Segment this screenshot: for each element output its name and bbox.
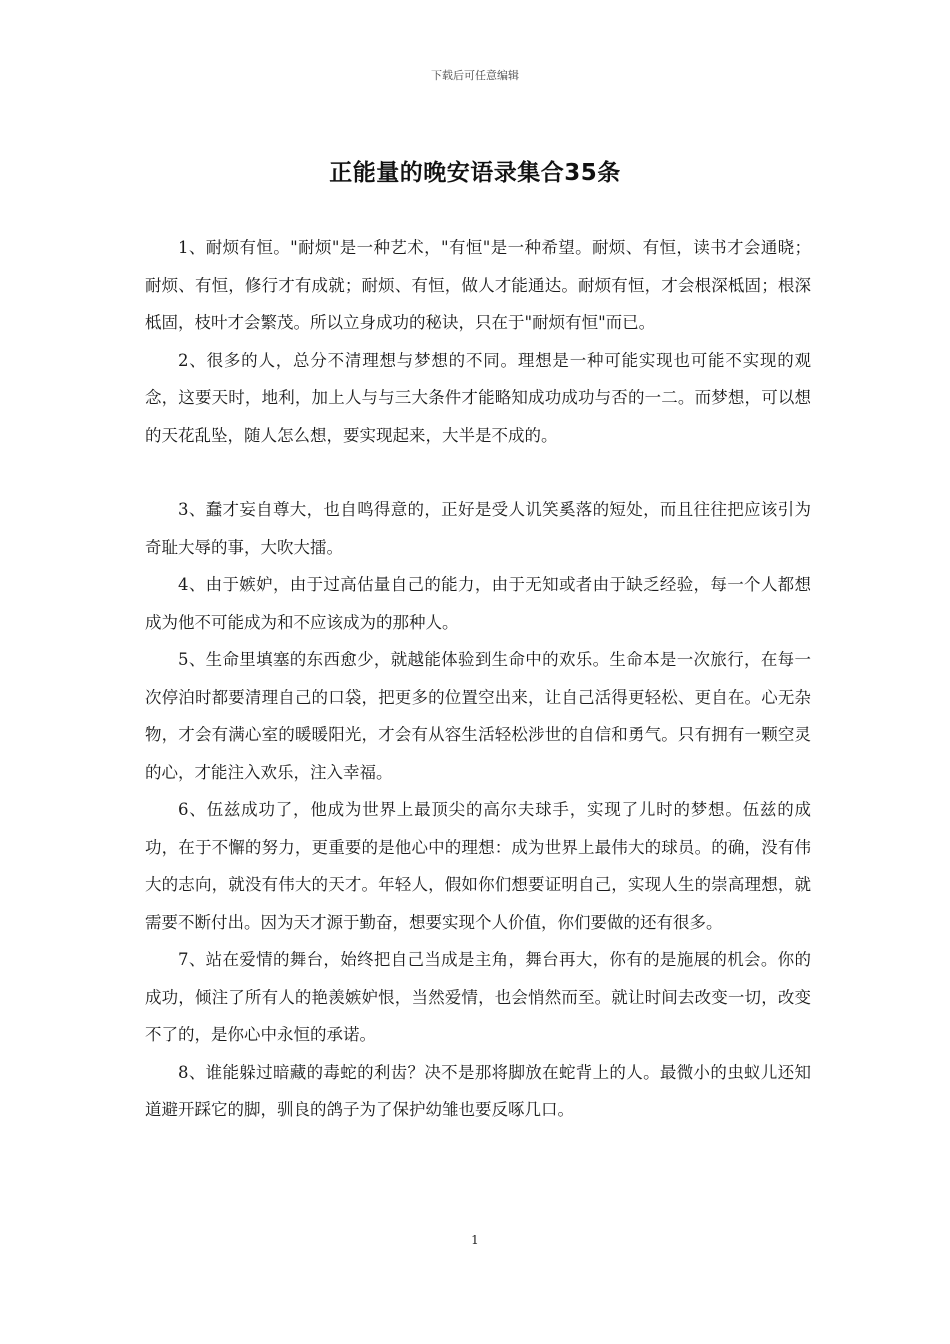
paragraph-1: 1、耐烦有恒。"耐烦"是一种艺术，"有恒"是一种希望。耐烦、有恒，读书才会通晓；耐烦、有恒，修行才有成就；耐烦、有恒，做人才能通达。耐烦有恒，才会根深柢固；根深柢固，枝叶才会繁茂。所以立身成功的秘诀，只在于"耐烦有恒"而已。 bbox=[145, 238, 811, 332]
paragraph-2: 2、很多的人，总分不清理想与梦想的不同。理想是一种可能实现也可能不实现的观念，这要天时，地利，加上人与与三大条件才能略知成功成功与否的一二。而梦想，可以想的天花乱坠，随人怎么想，要实现起来，大半是不成的。 bbox=[145, 350, 811, 445]
document-title: 正能量的晚安语录集合35条 bbox=[329, 160, 621, 186]
paragraph-7: 7、站在爱情的舞台，始终把自己当成是主角，舞台再大，你有的是施展的机会。你的成功，倾注了所有人的艳羡嫉妒恨，当然爱情，也会悄然而至。就让时间去改变一切，改变不了的，是你心中永恒的承诺。 bbox=[145, 950, 811, 1044]
paragraph-4: 4、由于嫉妒，由于过高估量自己的能力，由于无知或者由于缺乏经验，每一个人都想成为他不可能成为和不应该成为的那种人。 bbox=[145, 575, 811, 632]
header-note: 下载后可任意编辑 bbox=[431, 69, 519, 82]
paragraph-3: 3、蠢才妄自尊大，也自鸣得意的，正好是受人讥笑奚落的短处，而且往往把应该引为奇耻大辱的事，大吹大擂。 bbox=[145, 500, 811, 557]
paragraph-5: 5、生命里填塞的东西愈少，就越能体验到生命中的欢乐。生命本是一次旅行，在每一次停泊时都要清理自己的口袋，把更多的位置空出来，让自己活得更轻松、更自在。心无杂物，才会有满心室的暖暖阳光，才会有从容生活轻松涉世的自信和勇气。只有拥有一颗空灵的心，才能注入欢乐，注入幸福。 bbox=[145, 650, 811, 782]
page-number: 1 bbox=[471, 1233, 479, 1247]
paragraph-6: 6、伍兹成功了，他成为世界上最顶尖的高尔夫球手，实现了儿时的梦想。伍兹的成功，在于不懈的努力，更重要的是他心中的理想：成为世界上最伟大的球员。的确，没有伟大的志向，就没有伟大的天才。年轻人，假如你们想要证明自己，实现人生的崇高理想，就需要不断付出。因为天才源于勤奋，想要实现个人价值，你们要做的还有很多。 bbox=[145, 800, 811, 932]
document-body bbox=[145, 229, 811, 1129]
paragraph-8: 8、谁能躲过暗藏的毒蛇的利齿？决不是那将脚放在蛇背上的人。最微小的虫蚁儿还知道避开踩它的脚，驯良的鸽子为了保护幼雏也要反啄几口。 bbox=[145, 1062, 811, 1119]
